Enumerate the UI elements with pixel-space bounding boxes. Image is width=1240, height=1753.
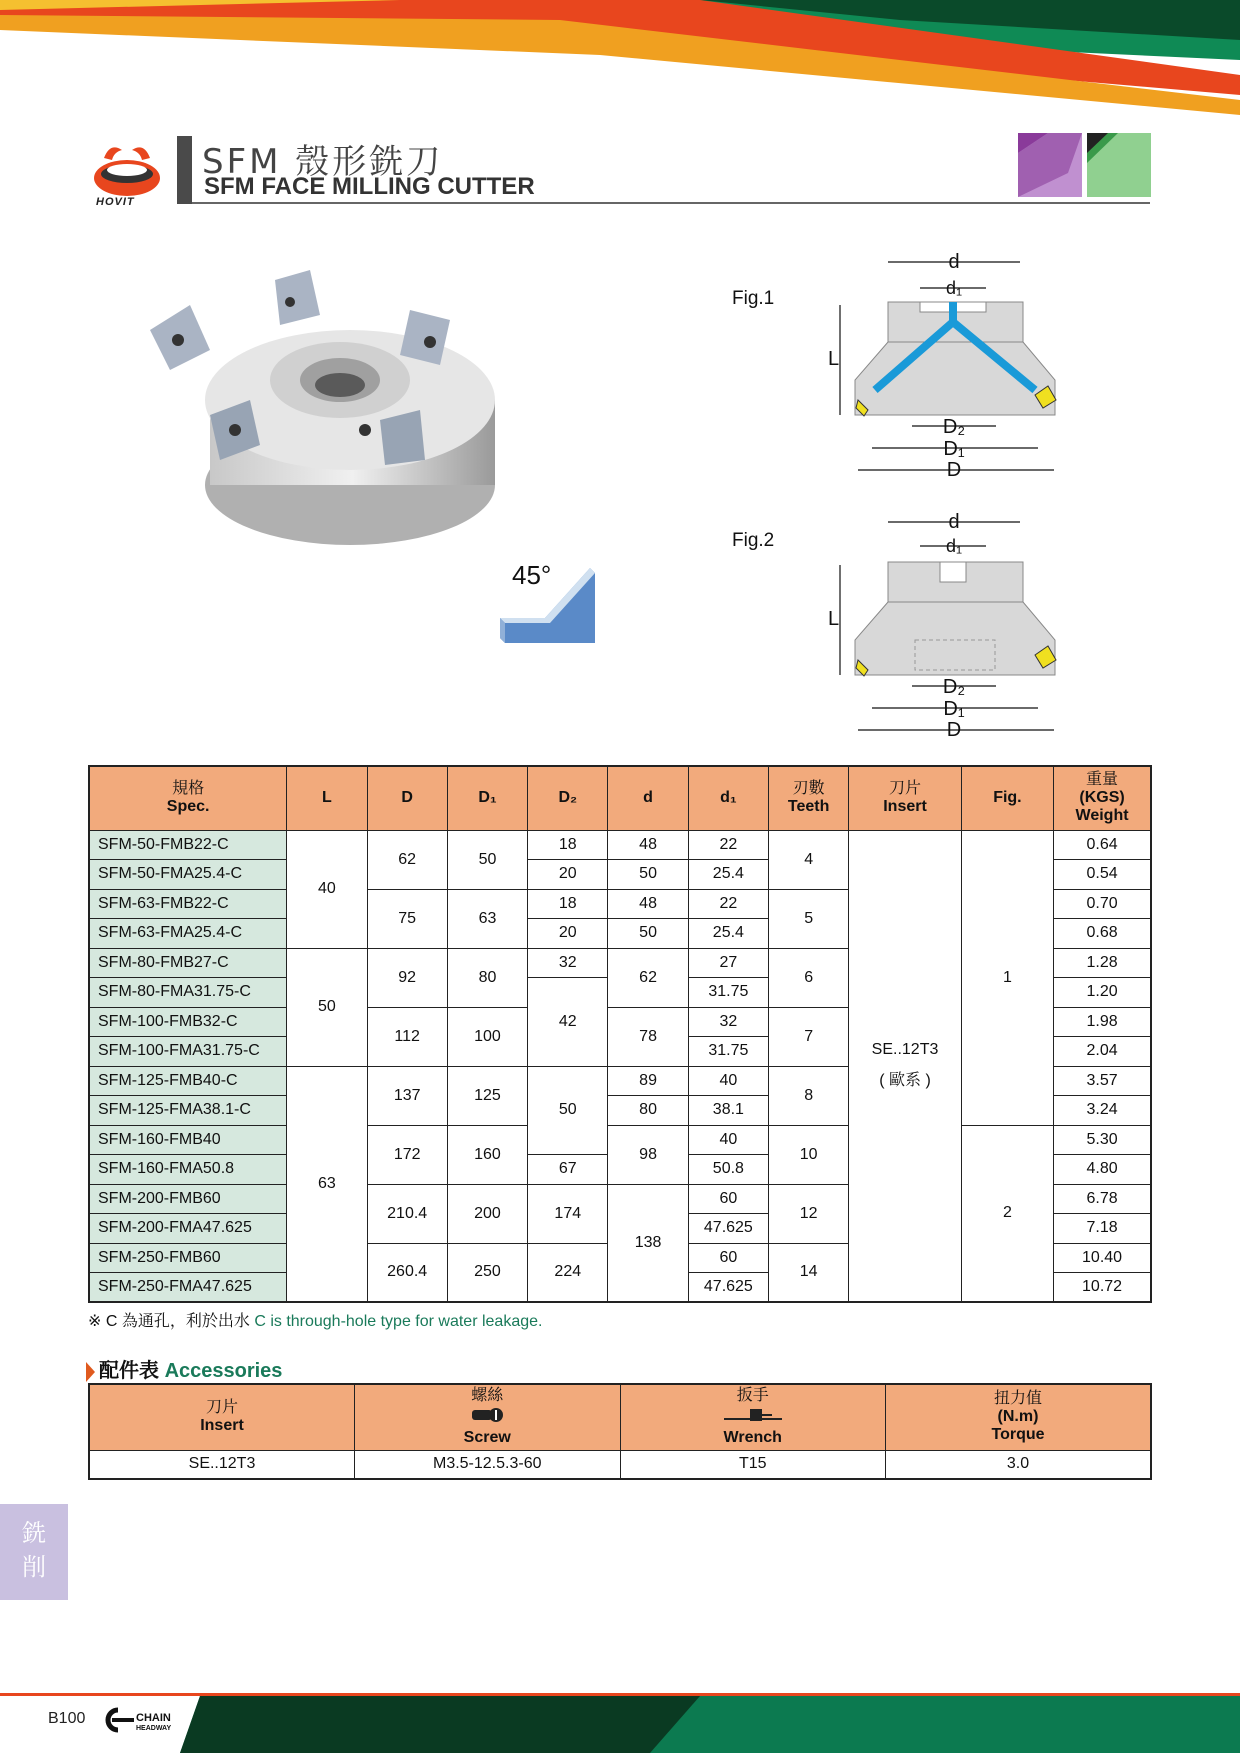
section-arrow-icon bbox=[86, 1362, 95, 1382]
fig2-label: Fig.2 bbox=[732, 530, 775, 551]
spec-cell: SFM-200-FMA47.625 bbox=[89, 1214, 287, 1244]
spec-cell: SFM-50-FMB22-C bbox=[89, 830, 287, 860]
svg-text:D: D bbox=[946, 459, 962, 481]
fig1-drawing bbox=[820, 250, 1060, 485]
wrench-icon bbox=[722, 1406, 784, 1424]
svg-text:L: L bbox=[828, 608, 840, 630]
svg-text:L: L bbox=[828, 348, 840, 370]
D-cell: 75 bbox=[367, 889, 447, 948]
d1-cell: 31.75 bbox=[688, 1037, 768, 1067]
svg-text:HEADWAY: HEADWAY bbox=[136, 1725, 172, 1732]
header-weight: 重量 (KGS) Weight bbox=[1054, 766, 1151, 830]
header-d1: d₁ bbox=[688, 766, 768, 830]
d-cell: 138 bbox=[608, 1184, 688, 1302]
accessories-title-cn: 配件表 bbox=[99, 1360, 159, 1382]
D-cell: 210.4 bbox=[367, 1184, 447, 1243]
svg-text:D₂: D₂ bbox=[942, 416, 966, 438]
page-title-cn: SFM 殼形銑刀 bbox=[202, 142, 444, 182]
category-icons bbox=[1018, 133, 1151, 197]
d1-cell: 31.75 bbox=[688, 978, 768, 1008]
acc-torque-value: 3.0 bbox=[886, 1450, 1152, 1479]
weight-cell: 0.68 bbox=[1054, 919, 1151, 949]
acc-header-wrench: 扳手 Wrench bbox=[620, 1384, 886, 1450]
spec-cell: SFM-63-FMB22-C bbox=[89, 889, 287, 919]
header-teeth: 刃數 Teeth bbox=[769, 766, 849, 830]
svg-text:D: D bbox=[946, 719, 962, 741]
angle-label: 45° bbox=[512, 560, 552, 590]
spec-cell: SFM-160-FMA50.8 bbox=[89, 1155, 287, 1185]
insert-cell: SE..12T3 ( 歐系 ) bbox=[849, 830, 961, 1302]
d1-cell: 22 bbox=[688, 830, 768, 860]
acc-header-torque: 扭力值 (N.m) Torque bbox=[886, 1384, 1152, 1450]
d1-cell: 27 bbox=[688, 948, 768, 978]
spec-cell: SFM-50-FMA25.4-C bbox=[89, 860, 287, 890]
spec-header-row bbox=[89, 766, 1151, 830]
title-underline bbox=[192, 202, 1150, 204]
d-cell: 78 bbox=[608, 1007, 688, 1066]
spec-cell: SFM-80-FMB27-C bbox=[89, 948, 287, 978]
header-d: d bbox=[608, 766, 688, 830]
weight-cell: 6.78 bbox=[1054, 1184, 1151, 1214]
L-cell: 50 bbox=[287, 948, 367, 1066]
d-cell: 80 bbox=[608, 1096, 688, 1126]
teeth-cell: 5 bbox=[769, 889, 849, 948]
d-cell: 50 bbox=[608, 919, 688, 949]
D2-cell: 20 bbox=[528, 860, 608, 890]
d1-cell: 47.625 bbox=[688, 1273, 768, 1303]
header-insert: 刀片 Insert bbox=[849, 766, 961, 830]
accessories-row bbox=[89, 1450, 1151, 1479]
fig2-drawing bbox=[820, 510, 1060, 745]
acc-header-screw: 螺絲 Screw bbox=[355, 1384, 621, 1450]
teeth-cell: 7 bbox=[769, 1007, 849, 1066]
D2-cell: 18 bbox=[528, 889, 608, 919]
logo-text: HOVIT bbox=[96, 196, 135, 208]
weight-cell: 3.24 bbox=[1054, 1096, 1151, 1126]
svg-text:d: d bbox=[948, 511, 960, 533]
svg-text:CHAIN: CHAIN bbox=[136, 1712, 171, 1724]
spec-cell: SFM-160-FMB40 bbox=[89, 1125, 287, 1155]
teeth-cell: 14 bbox=[769, 1243, 849, 1302]
D2-cell: 174 bbox=[528, 1184, 608, 1243]
header-L: L bbox=[287, 766, 367, 830]
svg-text:D₁: D₁ bbox=[943, 438, 965, 460]
D1-cell: 50 bbox=[447, 830, 527, 889]
note-cn: ※ C 為通孔，利於出水 bbox=[88, 1313, 250, 1330]
teeth-cell: 6 bbox=[769, 948, 849, 1007]
spec-cell: SFM-125-FMB40-C bbox=[89, 1066, 287, 1096]
D2-cell: 50 bbox=[528, 1066, 608, 1155]
d1-cell: 25.4 bbox=[688, 919, 768, 949]
d1-cell: 38.1 bbox=[688, 1096, 768, 1126]
D2-cell: 32 bbox=[528, 948, 608, 978]
title-bar bbox=[177, 136, 192, 204]
weight-cell: 5.30 bbox=[1054, 1125, 1151, 1155]
d-cell: 48 bbox=[608, 889, 688, 919]
weight-cell: 3.57 bbox=[1054, 1066, 1151, 1096]
D1-cell: 125 bbox=[447, 1066, 527, 1125]
d1-cell: 47.625 bbox=[688, 1214, 768, 1244]
spec-cell: SFM-250-FMB60 bbox=[89, 1243, 287, 1273]
weight-cell: 1.28 bbox=[1054, 948, 1151, 978]
weight-cell: 4.80 bbox=[1054, 1155, 1151, 1185]
D1-cell: 250 bbox=[447, 1243, 527, 1302]
d1-cell: 40 bbox=[688, 1066, 768, 1096]
header-D: D bbox=[367, 766, 447, 830]
screw-icon bbox=[470, 1406, 504, 1424]
through-hole-note bbox=[88, 1308, 542, 1331]
svg-text:d: d bbox=[948, 251, 960, 273]
spec-cell: SFM-80-FMA31.75-C bbox=[89, 978, 287, 1008]
D1-cell: 100 bbox=[447, 1007, 527, 1066]
cutter-product-image bbox=[150, 270, 520, 570]
d-cell: 98 bbox=[608, 1125, 688, 1184]
D-cell: 172 bbox=[367, 1125, 447, 1184]
svg-text:D₂: D₂ bbox=[942, 676, 966, 698]
acc-wrench-value: T15 bbox=[620, 1450, 886, 1479]
D1-cell: 200 bbox=[447, 1184, 527, 1243]
note-en: C is through-hole type for water leakage. bbox=[254, 1313, 543, 1330]
d1-cell: 50.8 bbox=[688, 1155, 768, 1185]
D-cell: 137 bbox=[367, 1066, 447, 1125]
header-fig: Fig. bbox=[961, 766, 1053, 830]
L-cell: 40 bbox=[287, 830, 367, 948]
top-decorative-band bbox=[0, 0, 1240, 120]
d1-cell: 40 bbox=[688, 1125, 768, 1155]
fig-cell: 2 bbox=[961, 1125, 1053, 1302]
weight-cell: 10.72 bbox=[1054, 1273, 1151, 1303]
weight-cell: 0.64 bbox=[1054, 830, 1151, 860]
spec-cell: SFM-250-FMA47.625 bbox=[89, 1273, 287, 1303]
table-row bbox=[89, 830, 1151, 860]
svg-text:d₁: d₁ bbox=[945, 536, 963, 556]
D2-cell: 42 bbox=[528, 978, 608, 1067]
acc-insert-value: SE..12T3 bbox=[89, 1450, 355, 1479]
d-cell: 50 bbox=[608, 860, 688, 890]
D1-cell: 160 bbox=[447, 1125, 527, 1184]
D-cell: 260.4 bbox=[367, 1243, 447, 1302]
spec-cell: SFM-125-FMA38.1-C bbox=[89, 1096, 287, 1126]
D2-cell: 20 bbox=[528, 919, 608, 949]
D-cell: 92 bbox=[367, 948, 447, 1007]
weight-cell: 10.40 bbox=[1054, 1243, 1151, 1273]
accessories-table bbox=[88, 1383, 1152, 1480]
fig-cell: 1 bbox=[961, 830, 1053, 1125]
d1-cell: 60 bbox=[688, 1243, 768, 1273]
acc-screw-value: M3.5-12.5.3-60 bbox=[355, 1450, 621, 1479]
d-cell: 48 bbox=[608, 830, 688, 860]
d-cell: 89 bbox=[608, 1066, 688, 1096]
fig1-label: Fig.1 bbox=[732, 288, 775, 309]
table-row bbox=[89, 1125, 1151, 1155]
weight-cell: 0.54 bbox=[1054, 860, 1151, 890]
svg-text:d₁: d₁ bbox=[945, 278, 963, 298]
svg-text:D₁: D₁ bbox=[943, 698, 965, 720]
weight-cell: 1.20 bbox=[1054, 978, 1151, 1008]
spec-cell: SFM-63-FMA25.4-C bbox=[89, 919, 287, 949]
teeth-cell: 10 bbox=[769, 1125, 849, 1184]
spec-table bbox=[88, 765, 1152, 1303]
spec-cell: SFM-200-FMB60 bbox=[89, 1184, 287, 1214]
d1-cell: 60 bbox=[688, 1184, 768, 1214]
accessories-title-en: Accessories bbox=[164, 1360, 283, 1382]
spec-cell: SFM-100-FMA31.75-C bbox=[89, 1037, 287, 1067]
page-number: B100 bbox=[48, 1710, 86, 1727]
weight-cell: 2.04 bbox=[1054, 1037, 1151, 1067]
teeth-cell: 12 bbox=[769, 1184, 849, 1243]
d1-cell: 32 bbox=[688, 1007, 768, 1037]
d1-cell: 25.4 bbox=[688, 860, 768, 890]
teeth-cell: 8 bbox=[769, 1066, 849, 1125]
header-spec: 規格 Spec. bbox=[89, 766, 287, 830]
D1-cell: 63 bbox=[447, 889, 527, 948]
accessories-header-row bbox=[89, 1384, 1151, 1450]
weight-cell: 7.18 bbox=[1054, 1214, 1151, 1244]
header-D1: D₁ bbox=[447, 766, 527, 830]
chain-headway-logo bbox=[104, 1706, 184, 1734]
acc-header-insert: 刀片 Insert bbox=[89, 1384, 355, 1450]
teeth-cell: 4 bbox=[769, 830, 849, 889]
D1-cell: 80 bbox=[447, 948, 527, 1007]
page-title-en: SFM FACE MILLING CUTTER bbox=[204, 173, 535, 200]
D2-cell: 18 bbox=[528, 830, 608, 860]
spec-cell: SFM-100-FMB32-C bbox=[89, 1007, 287, 1037]
D2-cell: 67 bbox=[528, 1155, 608, 1185]
bottom-decorative-band bbox=[0, 1693, 1240, 1753]
weight-cell: 1.98 bbox=[1054, 1007, 1151, 1037]
L-cell: 63 bbox=[287, 1066, 367, 1302]
D-cell: 62 bbox=[367, 830, 447, 889]
d-cell: 62 bbox=[608, 948, 688, 1007]
header-D2: D₂ bbox=[528, 766, 608, 830]
D2-cell: 224 bbox=[528, 1243, 608, 1302]
d1-cell: 22 bbox=[688, 889, 768, 919]
weight-cell: 0.70 bbox=[1054, 889, 1151, 919]
D-cell: 112 bbox=[367, 1007, 447, 1066]
side-tab-milling[interactable]: 銑 削 bbox=[0, 1504, 68, 1600]
accessories-title bbox=[86, 1354, 282, 1383]
